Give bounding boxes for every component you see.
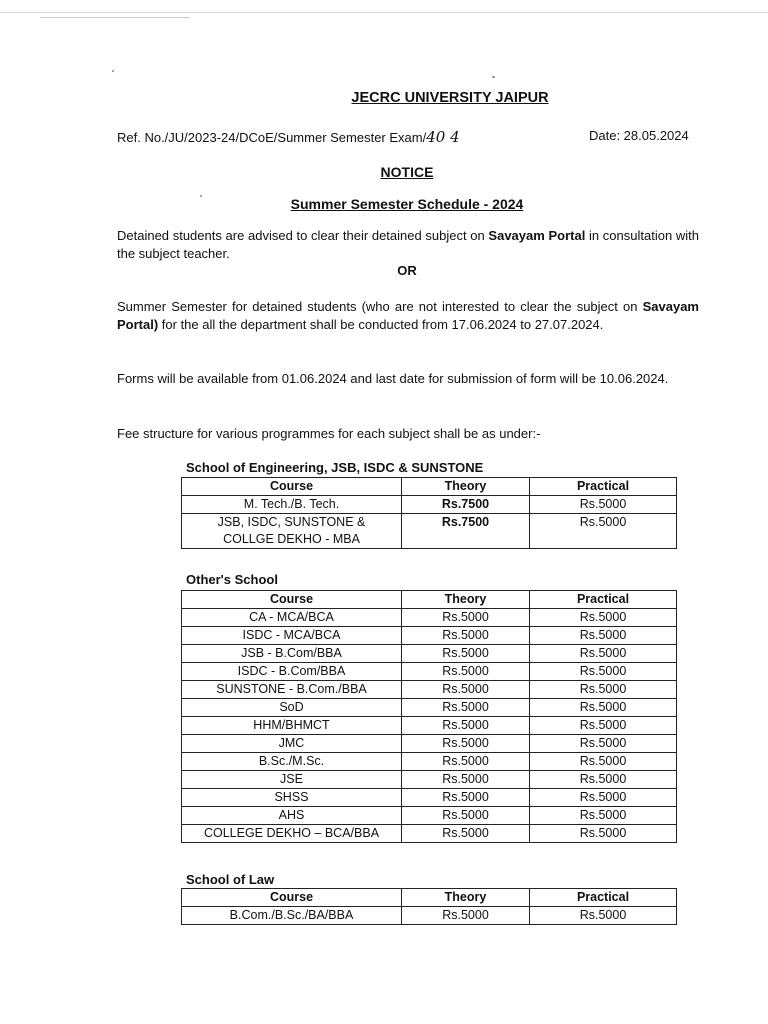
column-header: Theory — [402, 889, 530, 907]
portal-name: Savayam Portal — [488, 228, 586, 243]
course-cell: B.Com./B.Sc./BA/BBA — [182, 907, 402, 925]
table-row — [182, 663, 677, 681]
theory-fee-cell: Rs.5000 — [402, 627, 530, 645]
paragraph-detained: Detained students are advised to clear their detained subject on Savayam Portal in consultation with the subject teacher. — [117, 228, 699, 261]
theory-fee-cell: Rs.7500 — [402, 514, 530, 549]
course-cell: SoD — [182, 699, 402, 717]
theory-fee-cell: Rs.5000 — [402, 771, 530, 789]
theory-fee-cell: Rs.5000 — [402, 681, 530, 699]
course-cell: JMC — [182, 735, 402, 753]
practical-fee-cell: Rs.5000 — [530, 771, 677, 789]
notice-date: Date: 28.05.2024 — [589, 128, 689, 143]
portal-name: Savayam Portal) — [117, 299, 699, 332]
theory-fee-cell: Rs.5000 — [402, 825, 530, 843]
table-header-row — [182, 889, 677, 907]
scan-speck — [112, 70, 114, 72]
scan-speck — [200, 195, 202, 197]
column-header: Theory — [402, 591, 530, 609]
course-cell: ISDC - B.Com/BBA — [182, 663, 402, 681]
table-row — [182, 717, 677, 735]
course-cell: AHS — [182, 807, 402, 825]
practical-fee-cell: Rs.5000 — [530, 627, 677, 645]
engineering-fee-table — [181, 477, 677, 549]
course-cell: ISDC - MCA/BCA — [182, 627, 402, 645]
course-cell: M. Tech./B. Tech. — [182, 496, 402, 514]
table-row — [182, 735, 677, 753]
theory-fee-cell: Rs.5000 — [402, 753, 530, 771]
paragraph-forms: Forms will be available from 01.06.2024 and last date for submission of form will be 10.06.2024. — [117, 371, 669, 386]
others-table-heading: Other's School — [186, 572, 278, 587]
theory-fee-cell: Rs.5000 — [402, 789, 530, 807]
course-cell: B.Sc./M.Sc. — [182, 753, 402, 771]
engineering-table-heading: School of Engineering, JSB, ISDC & SUNSTONE — [186, 460, 484, 475]
column-header: Theory — [402, 478, 530, 496]
course-cell: JSB - B.Com/BBA — [182, 645, 402, 663]
table-row — [182, 825, 677, 843]
course-cell: COLLEGE DEKHO – BCA/BBA — [182, 825, 402, 843]
table-row — [182, 699, 677, 717]
practical-fee-cell: Rs.5000 — [530, 789, 677, 807]
table-header-row — [182, 478, 677, 496]
theory-fee-cell: Rs.5000 — [402, 907, 530, 925]
table-row — [182, 789, 677, 807]
paragraph-summer-semester: Summer Semester for detained students (who are not interested to clear the subject on Savayam Portal) for the all the department shall be conducted from 17.06.2024 to 27.07.2024. — [117, 299, 699, 332]
column-header: Practical — [530, 591, 677, 609]
table-row — [182, 907, 677, 925]
course-cell: CA - MCA/BCA — [182, 609, 402, 627]
column-header: Course — [182, 478, 402, 496]
table-row — [182, 807, 677, 825]
practical-fee-cell: Rs.5000 — [530, 807, 677, 825]
practical-fee-cell: Rs.5000 — [530, 735, 677, 753]
practical-fee-cell: Rs.5000 — [530, 699, 677, 717]
column-header: Practical — [530, 889, 677, 907]
table-row — [182, 645, 677, 663]
theory-fee-cell: Rs.5000 — [402, 699, 530, 717]
notice-heading: NOTICE — [380, 164, 434, 180]
table-header-row — [182, 591, 677, 609]
theory-fee-cell: Rs.5000 — [402, 663, 530, 681]
course-cell: SUNSTONE - B.Com./BBA — [182, 681, 402, 699]
practical-fee-cell: Rs.5000 — [530, 825, 677, 843]
course-cell: HHM/BHMCT — [182, 717, 402, 735]
practical-fee-cell: Rs.5000 — [530, 907, 677, 925]
practical-fee-cell: Rs.5000 — [530, 609, 677, 627]
table-row — [182, 514, 677, 549]
reference-number — [117, 128, 460, 146]
table-row — [182, 627, 677, 645]
practical-fee-cell: Rs.5000 — [530, 717, 677, 735]
notice-subject: Summer Semester Schedule - 2024 — [290, 196, 524, 212]
others-fee-table — [181, 590, 677, 843]
table-row — [182, 496, 677, 514]
theory-fee-cell: Rs.7500 — [402, 496, 530, 514]
theory-fee-cell: Rs.5000 — [402, 717, 530, 735]
column-header: Course — [182, 591, 402, 609]
theory-fee-cell: Rs.5000 — [402, 735, 530, 753]
practical-fee-cell: Rs.5000 — [530, 753, 677, 771]
table-row — [182, 609, 677, 627]
table-row — [182, 771, 677, 789]
scan-edge-line — [0, 12, 768, 13]
theory-fee-cell: Rs.5000 — [402, 807, 530, 825]
university-title: JECRC UNIVERSITY JAIPUR — [351, 90, 549, 106]
practical-fee-cell: Rs.5000 — [530, 681, 677, 699]
scan-speck — [492, 76, 495, 78]
theory-fee-cell: Rs.5000 — [402, 609, 530, 627]
practical-fee-cell: Rs.5000 — [530, 645, 677, 663]
table-row — [182, 753, 677, 771]
table-row — [182, 681, 677, 699]
column-header: Course — [182, 889, 402, 907]
scan-edge-line — [40, 17, 190, 18]
paragraph-fee-intro: Fee structure for various programmes for each subject shall be as under:- — [117, 426, 541, 441]
law-table-heading: School of Law — [186, 872, 275, 887]
column-header: Practical — [530, 478, 677, 496]
practical-fee-cell: Rs.5000 — [530, 514, 677, 549]
reference-text: Ref. No./JU/2023-24/DCoE/Summer Semester Exam/ — [117, 130, 427, 145]
practical-fee-cell: Rs.5000 — [530, 663, 677, 681]
practical-fee-cell: Rs.5000 — [530, 496, 677, 514]
course-cell: SHSS — [182, 789, 402, 807]
or-separator: OR — [397, 263, 417, 278]
handwritten-ref-number: 40 4 — [426, 128, 460, 146]
law-fee-table — [181, 888, 677, 925]
theory-fee-cell: Rs.5000 — [402, 645, 530, 663]
course-cell: JSB, ISDC, SUNSTONE & COLLGE DEKHO - MBA — [182, 514, 402, 549]
course-cell: JSE — [182, 771, 402, 789]
